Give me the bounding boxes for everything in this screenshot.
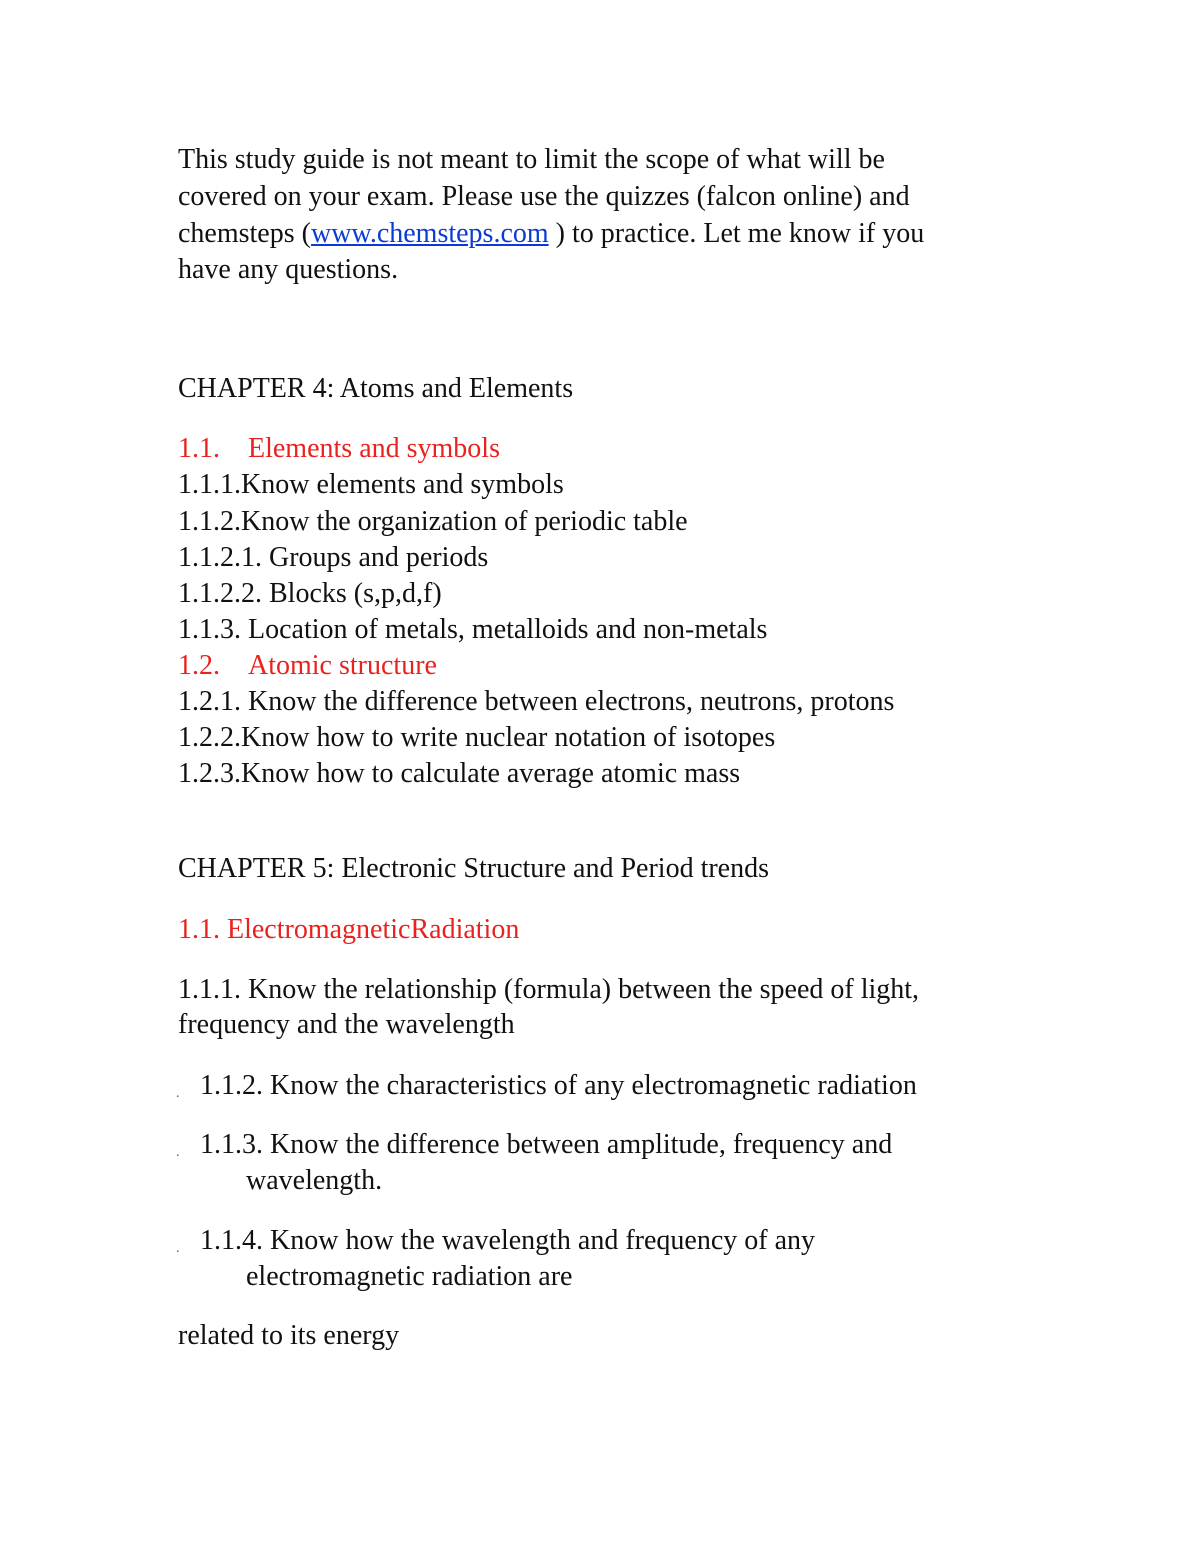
section-1-1-heading — [178, 431, 500, 467]
outline-item-1-1-3-line-1: 1.1.3. Know the difference between amplitude, frequency and — [200, 1129, 893, 1160]
section-1-1-number: 1.1. — [178, 433, 220, 464]
bullet-marker: . — [176, 1086, 180, 1101]
intro-line-3 — [178, 216, 924, 252]
outline-item-1-1-3-line-2: wavelength. — [246, 1165, 383, 1196]
intro-line-3-prefix: chemsteps ( — [178, 218, 311, 249]
outline-item: 1.1.2.Know the organization of periodic table — [178, 506, 688, 537]
section-1-1-title: Elements and symbols — [248, 433, 500, 464]
bullet-marker: . — [176, 1241, 180, 1256]
intro-line-2: covered on your exam. Please use the quizzes (falcon online) and — [178, 181, 910, 212]
intro-line-3-suffix: ) to practice. Let me know if you — [548, 218, 925, 249]
outline-item: 1.1.3. Location of metals, metalloids and non-metals — [178, 614, 768, 645]
outline-item: 1.1.1.Know elements and symbols — [178, 469, 564, 500]
intro-line-4: have any questions. — [178, 254, 399, 285]
outline-item-1-1-1-line-2: frequency and the wavelength — [178, 1009, 515, 1040]
outline-item: 1.2.1. Know the difference between electrons, neutrons, protons — [178, 686, 895, 717]
bullet-marker: . — [176, 1145, 180, 1160]
chapter-5-heading: CHAPTER 5: Electronic Structure and Period trends — [178, 853, 769, 884]
section-1-2-number: 1.2. — [178, 650, 220, 681]
section-1-2-heading — [178, 648, 437, 684]
intro-line-1: This study guide is not meant to limit the scope of what will be — [178, 144, 885, 175]
section-5-1-1-heading: 1.1. ElectromagneticRadiation — [178, 914, 520, 945]
trailing-text: related to its energy — [178, 1320, 400, 1351]
chapter-4-heading: CHAPTER 4: Atoms and Elements — [178, 373, 574, 404]
outline-item: 1.2.3.Know how to calculate average atomic mass — [178, 758, 741, 789]
outline-item-1-1-4-line-1: 1.1.4. Know how the wavelength and frequency of any — [200, 1225, 816, 1256]
outline-item: 1.1.2.1. Groups and periods — [178, 542, 489, 573]
outline-item: 1.1.2.2. Blocks (s,p,d,f) — [178, 578, 442, 609]
outline-item-1-1-2: 1.1.2. Know the characteristics of any electromagnetic radiation — [200, 1070, 917, 1101]
chemsteps-link[interactable]: www.chemsteps.com — [310, 218, 549, 249]
outline-item-1-1-4-line-2: electromagnetic radiation are — [246, 1261, 573, 1292]
section-1-2-title: Atomic structure — [248, 650, 437, 681]
outline-item: 1.2.2.Know how to write nuclear notation of isotopes — [178, 722, 776, 753]
outline-item-1-1-1-line-1: 1.1.1. Know the relationship (formula) between the speed of light, — [178, 974, 920, 1005]
